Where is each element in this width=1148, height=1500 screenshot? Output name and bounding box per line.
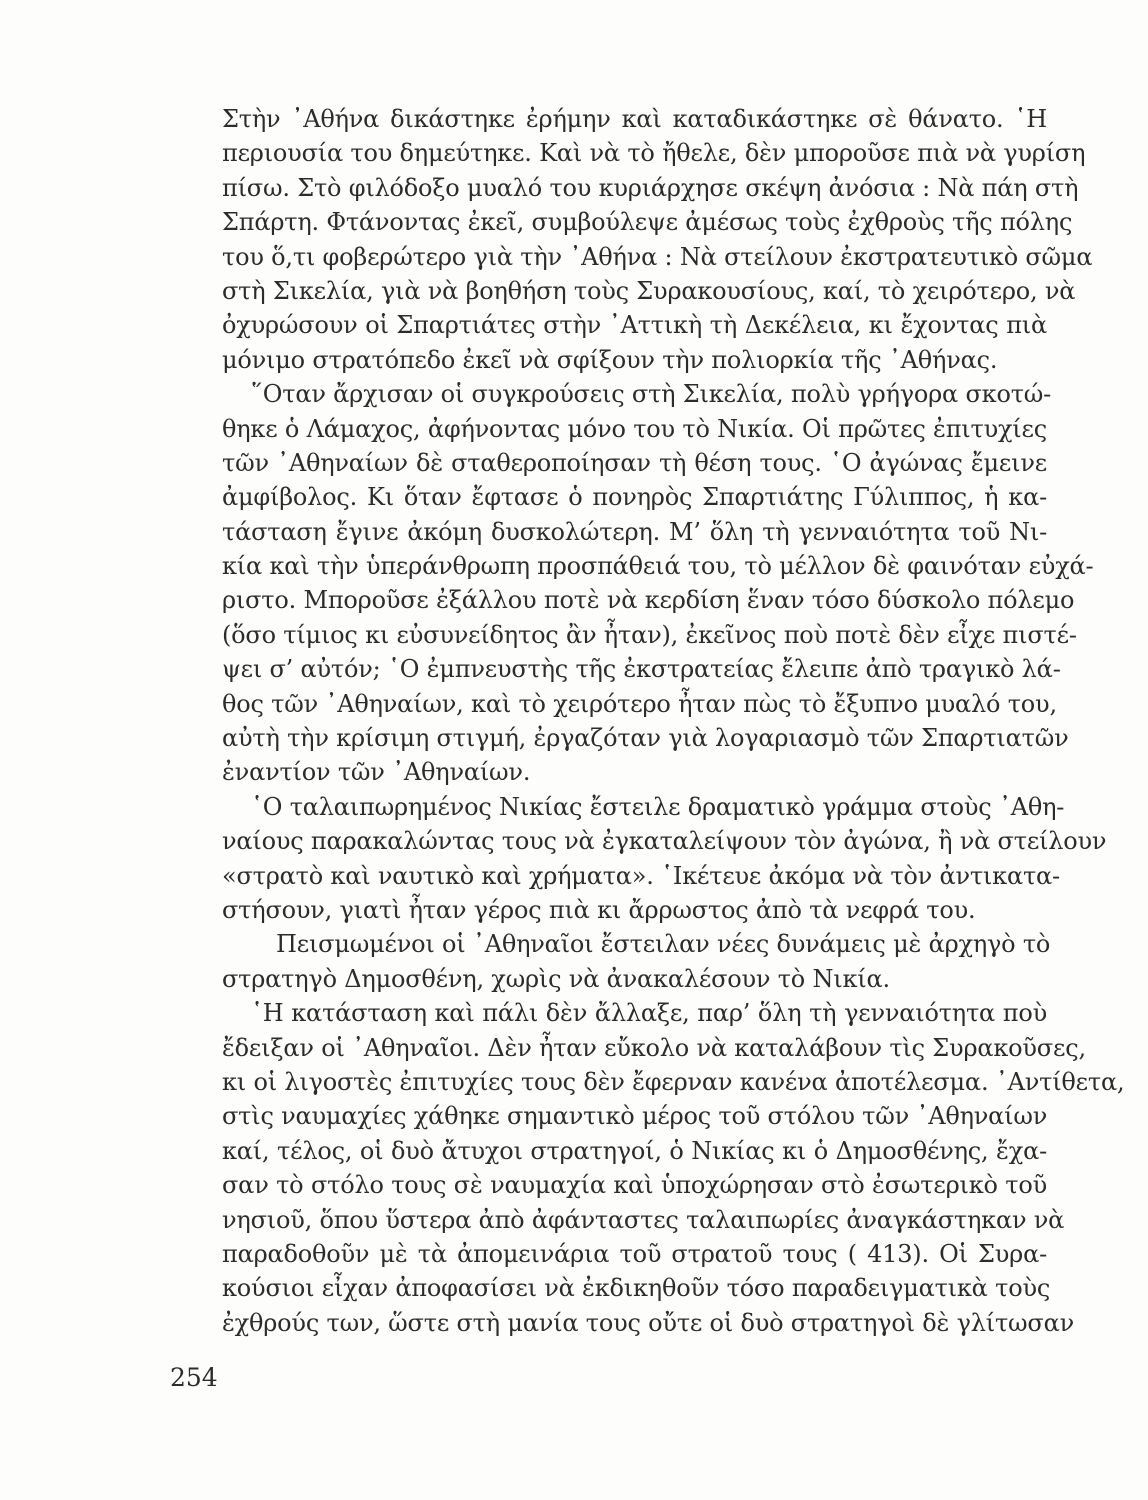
text-line: ῞Οταν ἄρχισαν οἱ συγκρούσεις στὴ Σικελία, πολὺ γρήγορα σκοτώ- <box>251 380 1052 409</box>
text-line: πίσω. Στὸ φιλόδοξο μυαλό του κυριάρχησε σκέψη ἀνόσια : Νὰ πάη στὴ <box>222 173 1079 202</box>
text-line: ψει σ’ αὐτόν; ῾Ο ἐμπνευστὴς τῆς ἐκστρατείας ἔλειπε ἀπὸ τραγικὸ λά- <box>222 655 1061 684</box>
body-text <box>222 102 1125 1340</box>
text-line: θος τῶν ᾿Αθηναίων, καὶ τὸ χειρότερο ἦταν πὼς τὸ ἔξυπνο μυαλό του, <box>222 689 1057 718</box>
text-line: ἐχθρούς των, ὥστε στὴ μανία τους οὔτε οἱ δυὸ στρατηγοὶ δὲ γλίτωσαν <box>222 1308 1074 1337</box>
text-line: (ὅσο τίμιος κι εὐσυνείδητος ἂν ἦταν), ἐκεῖνος ποὺ ποτὲ δὲν εἶχε πιστέ- <box>222 620 1077 649</box>
text-line: τῶν ᾿Αθηναίων δὲ σταθεροποίησαν τὴ θέση τους. ῾Ο ἀγώνας ἔμεινε <box>222 448 1047 477</box>
text-line: Στὴν ᾿Αθήνα δικάστηκε ἐρήμην καὶ καταδικάστηκε σὲ θάνατο. ῾Η <box>222 105 1047 133</box>
text-line: στήσουν, γιατὶ ἦταν γέρος πιὰ κι ἄρρωστος ἀπὸ τὰ νεφρά του. <box>222 895 976 924</box>
text-line: Πεισμωμένοι οἱ ᾿Αθηναῖοι ἔστειλαν νέες δυνάμεις μὲ ἀρχηγὸ τὸ <box>276 930 1051 959</box>
text-line: Σπάρτη. Φτάνοντας ἐκεῖ, συμβούλεψε ἀμέσως τοὺς ἐχθροὺς τῆς πόλης <box>222 208 1073 237</box>
text-line: νησιοῦ, ὅπου ὕστερα ἀπὸ ἀφάνταστες ταλαιπωρίες ἀναγκάστηκαν νὰ <box>222 1205 1065 1234</box>
text-line: ἔδειξαν οἱ ᾿Αθηναῖοι. Δὲν ἦταν εὔκολο νὰ καταλάβουν τὶς Συρακοῦσες, <box>222 1033 1086 1062</box>
text-line: ῾Η κατάσταση καὶ πάλι δὲν ἄλλαξε, παρ’ ὅλη τὴ γενναιότητα ποὺ <box>251 999 1047 1028</box>
text-line: μόνιμο στρατόπεδο ἐκεῖ νὰ σφίξουν τὴν πολιορκία τῆς ᾿Αθήνας. <box>222 345 998 374</box>
text-line: καί, τέλος, οἱ δυὸ ἄτυχοι στρατηγοί, ὁ Νικίας κι ὁ Δημοσθένης, ἔχα- <box>222 1136 1047 1165</box>
text-line: του ὅ,τι φοβερώτερο γιὰ τὴν ᾿Αθήνα : Νὰ στείλουν ἐκστρατευτικὸ σῶμα <box>222 242 1093 271</box>
text-line: περιουσία του δημεύτηκε. Καὶ νὰ τὸ ἤθελε, δὲν μποροῦσε πιὰ νὰ γυρίση <box>222 139 1086 168</box>
text-line: στὶς ναυμαχίες χάθηκε σημαντικὸ μέρος τοῦ στόλου τῶν ᾿Αθηναίων <box>222 1102 1048 1131</box>
text-line: αὐτὴ τὴν κρίσιμη στιγμή, ἐργαζόταν γιὰ λογαριασμὸ τῶν Σπαρτιατῶν <box>222 724 1069 753</box>
text-line: ναίους παρακαλώντας τους νὰ ἐγκαταλείψουν τὸν ἀγώνα, ἢ νὰ στείλουν <box>222 827 1107 856</box>
text-line: θηκε ὁ Λάμαχος, ἀφήνοντας μόνο του τὸ Νικία. Οἱ πρῶτες ἐπιτυχίες <box>222 414 1047 443</box>
text-line: κι οἱ λιγοστὲς ἐπιτυχίες τους δὲν ἔφερναν κανένα ἀποτέλεσμα. ᾿Αντίθετα, <box>222 1067 1125 1096</box>
text-line: ῾Ο ταλαιπωρημένος Νικίας ἔστειλε δραματικὸ γράμμα στοὺς ᾿Αθη- <box>251 792 1065 821</box>
text-line: ριστο. Μποροῦσε ἐξάλλου ποτὲ νὰ κερδίση ἕναν τόσο δύσκολο πόλεμο <box>222 586 1075 615</box>
text-line: κούσιοι εἶχαν ἀποφασίσει νὰ ἐκδικηθοῦν τόσο παραδειγματικὰ τοὺς <box>222 1274 1051 1303</box>
text-line: κία καὶ τὴν ὑπεράνθρωπη προσπάθειά του, τὸ μέλλον δὲ φαινόταν εὐχά- <box>222 552 1094 581</box>
text-line: παραδοθοῦν μὲ τὰ ἀπομεινάρια τοῦ στρατοῦ τους ( 413). Οἱ Συρα- <box>222 1239 1047 1268</box>
text-line: «στρατὸ καὶ ναυτικὸ καὶ χρήματα». ῾Ικέτευε ἀκόμα νὰ τὸν ἀντικατα- <box>222 861 1060 890</box>
text-line: σαν τὸ στόλο τους σὲ ναυμαχία καὶ ὑποχώρησαν στὸ ἐσωτερικὸ τοῦ <box>222 1171 1047 1200</box>
text-line: ἀμφίβολος. Κι ὅταν ἔφτασε ὁ πονηρὸς Σπαρτιάτης Γύλιππος, ἡ κα- <box>222 483 1047 512</box>
text-line: τάσταση ἔγινε ἀκόμη δυσκολώτερη. Μ’ ὅλη τὴ γενναιότητα τοῦ Νι- <box>222 517 1047 546</box>
text-line: ὀχυρώσουν οἱ Σπαρτιάτες στὴν ᾿Αττικὴ τὴ Δεκέλεια, κι ἔχοντας πιὰ <box>222 311 1047 340</box>
text-line: στὴ Σικελία, γιὰ νὰ βοηθήση τοὺς Συρακουσίους, καί, τὸ χειρότερο, νὰ <box>222 276 1076 305</box>
text-line: στρατηγὸ Δημοσθένη, χωρὶς νὰ ἀνακαλέσουν τὸ Νικία. <box>222 964 890 993</box>
text-line: ἐναντίον τῶν ᾿Αθηναίων. <box>222 758 531 787</box>
page-number: 254 <box>170 1363 218 1392</box>
